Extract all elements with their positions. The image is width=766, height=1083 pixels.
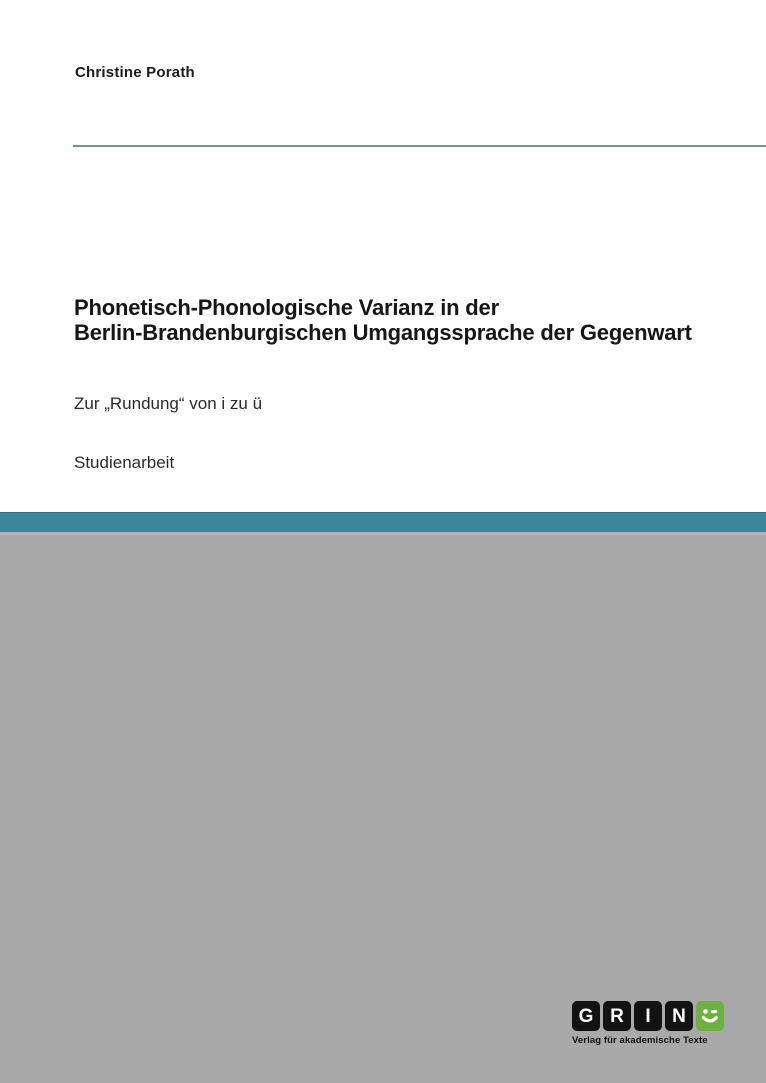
grin-letter-tile-n: N [665, 1001, 693, 1031]
grin-letter-tile-i: I [634, 1001, 662, 1031]
header-divider-line [73, 145, 766, 147]
teal-accent-bar [0, 512, 766, 532]
grin-smiley-icon [696, 1001, 724, 1031]
grin-letter-tile-r: R [603, 1001, 631, 1031]
book-title-line-2: Berlin-Brandenburgischen Umgangssprache der Gegenwart [74, 320, 692, 345]
book-subtitle: Zur „Rundung“ von i zu ü [74, 394, 263, 413]
grin-smiley-tile [696, 1001, 724, 1031]
document-type-label: Studienarbeit [74, 453, 175, 472]
publisher-tagline: Verlag für akademische Texte [572, 1035, 708, 1046]
book-title-line-1: Phonetisch-Phonologische Varianz in der [74, 295, 499, 320]
grin-letter-tile-g: G [572, 1001, 600, 1031]
grin-logo-tiles [572, 1001, 724, 1031]
grin-publisher-logo [572, 1001, 724, 1046]
author-name: Christine Porath [75, 64, 195, 81]
book-title [74, 295, 734, 345]
